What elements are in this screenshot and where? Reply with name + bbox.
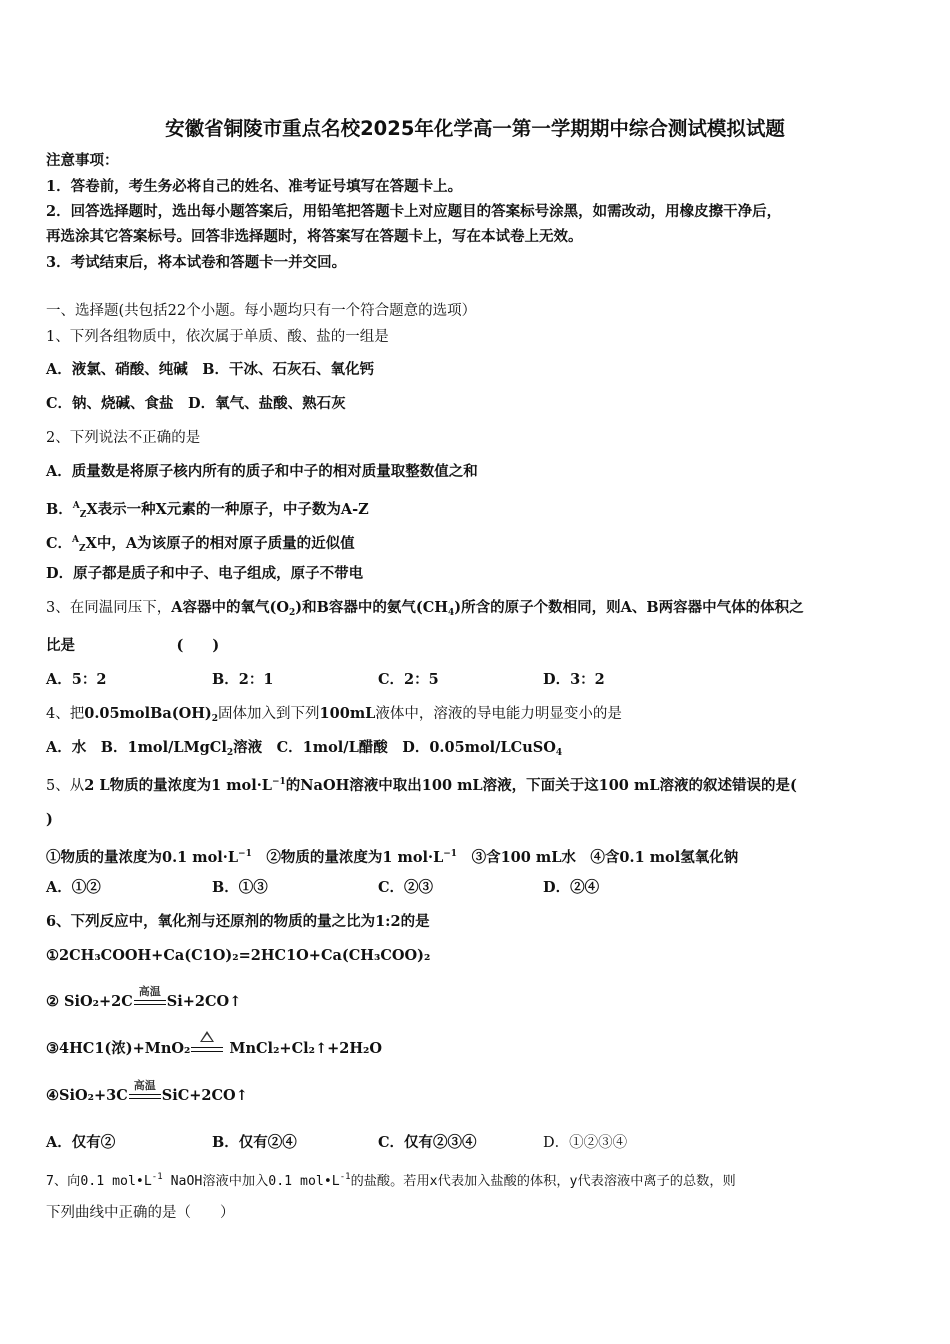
question-5-option-a: A．①②: [46, 879, 101, 896]
question-1-stem: 1、下列各组物质中，依次属于单质、酸、盐的一组是: [46, 329, 389, 345]
question-3-stem: 3、在同温同压下，A容器中的氧气$(O_2)$和B容器中的氨气$(CH_4)$所含的原子个数相同，则A、B两容器中气体的体积之: [46, 599, 804, 618]
question-5-stem-cont: ): [46, 811, 53, 828]
question-2-option-a: A．质量数是将原子核内所有的质子和中子的相对质量取整数值之和: [46, 463, 478, 480]
question-1-options-row1: A．液氯、硝酸、纯碱 B．干冰、石灰石、氧化钙: [46, 361, 375, 378]
question-2-stem: 2、下列说法不正确的是: [46, 430, 201, 446]
question-1-options-row2: C．钠、烧碱、食盐 D．氧气、盐酸、熟石灰: [46, 395, 346, 412]
question-6-option-a: A．仅有②: [46, 1134, 116, 1151]
question-6-option-b: B．仅有②④: [212, 1134, 297, 1151]
question-6-reaction-2: ② SiO₂+2C 高温 Si+2CO↑: [46, 992, 241, 1012]
question-6-option-d: D．①②③④: [543, 1135, 628, 1151]
question-2-option-c: C．$^A_Z$X中，A为该原子的相对原子质量的近似值: [46, 535, 355, 554]
question-6-reaction-3: ③4HC1(浓)+MnO₂ MnCl₂+Cl₂↑+2H₂O: [46, 1039, 382, 1059]
question-6-option-c: C．仅有②③④: [378, 1134, 477, 1151]
question-4-options: A．水 B．1mol/LMgCl$_2$溶液 C．1mol/L醋酸 D．0.05mol/LCuSO$_4$: [46, 739, 563, 758]
question-5-option-d: D．②④: [543, 879, 600, 896]
notice-heading: 注意事项：: [46, 152, 119, 169]
question-5-stem: 5、从2 L物质的量浓度为1 $mol\cdot L^{-1}$的NaOH溶液中取出100 mL溶液，下面关于这100 mL溶液的叙述错误的是(: [46, 777, 797, 794]
page-title: 安徽省铜陵市重点名校2025年化学高一第一学期期中综合测试模拟试题: [165, 117, 785, 140]
question-3-stem-cont: 比是 ( ): [46, 637, 220, 654]
question-6-reaction-1: ①2CH₃COOH+Ca(C1O)₂=2HC1O+Ca(CH₃COO)₂: [46, 947, 431, 964]
reaction-condition-arrow: [129, 1079, 161, 1102]
notice-item: 3．考试结束后，将本试卷和答题卡一并交回。: [46, 254, 347, 271]
notice-item: 再选涂其它答案标号。回答非选择题时，将答案写在答题卡上，写在本试卷上无效。: [46, 228, 583, 245]
condition-label: 高温: [133, 1079, 156, 1092]
section-heading: 一、选择题(共包括22个小题。每小题均只有一个符合题意的选项）: [46, 303, 477, 319]
question-3-option-b: B．2：1: [212, 671, 274, 688]
question-2-option-b: B．$^A_Z$X表示一种X元素的一种原子，中子数为A-Z: [46, 501, 369, 520]
question-6-reaction-4: ④SiO₂+3C 高温 SiC+2CO↑: [46, 1086, 248, 1106]
question-5-option-b: B．①③: [212, 879, 268, 896]
question-7-stem: 7、向0.1 $mol•L^{-1}$ NaOH溶液中加入0.1 $mol•L^{-1}$的盐酸。若用x代表加入盐酸的体积，y代表溶液中离子的总数，则: [46, 1172, 736, 1189]
question-3-option-d: D．3：2: [543, 671, 605, 688]
question-4-stem: 4、把$0.05molBa(OH)_2$固体加入到下列100mL液体中，溶液的导电能力明显变小的是: [46, 705, 622, 724]
question-3-option-c: C．2：5: [378, 671, 439, 688]
reaction-condition-arrow: [134, 985, 166, 1008]
question-5-option-c: C．②③: [378, 879, 434, 896]
heat-triangle-icon: [200, 1031, 214, 1042]
heating-condition-arrow: [191, 1043, 223, 1055]
question-2-option-d: D．原子都是质子和中子、电子组成，原子不带电: [46, 565, 364, 582]
notice-item: 2．回答选择题时，选出每小题答案后，用铅笔把答题卡上对应题目的答案标号涂黑，如需改动，用橡皮擦干净后，: [46, 203, 782, 220]
question-3-option-a: A．5：2: [46, 671, 107, 688]
question-7-stem-cont: 下列曲线中正确的是（ ）: [46, 1205, 235, 1221]
question-5-statements: ①物质的量浓度为0.1 $mol\cdot L^{-1}$ ②物质的量浓度为1 $mol\cdot L^{-1}$ ③含100 mL水 ④含0.1 mol氢氧化钠: [46, 849, 739, 866]
question-6-stem: 6、下列反应中，氧化剂与还原剂的物质的量之比为1:2的是: [46, 913, 430, 930]
notice-item: 1．答卷前，考生务必将自己的姓名、准考证号填写在答题卡上。: [46, 178, 463, 195]
condition-label: 高温: [138, 985, 161, 998]
